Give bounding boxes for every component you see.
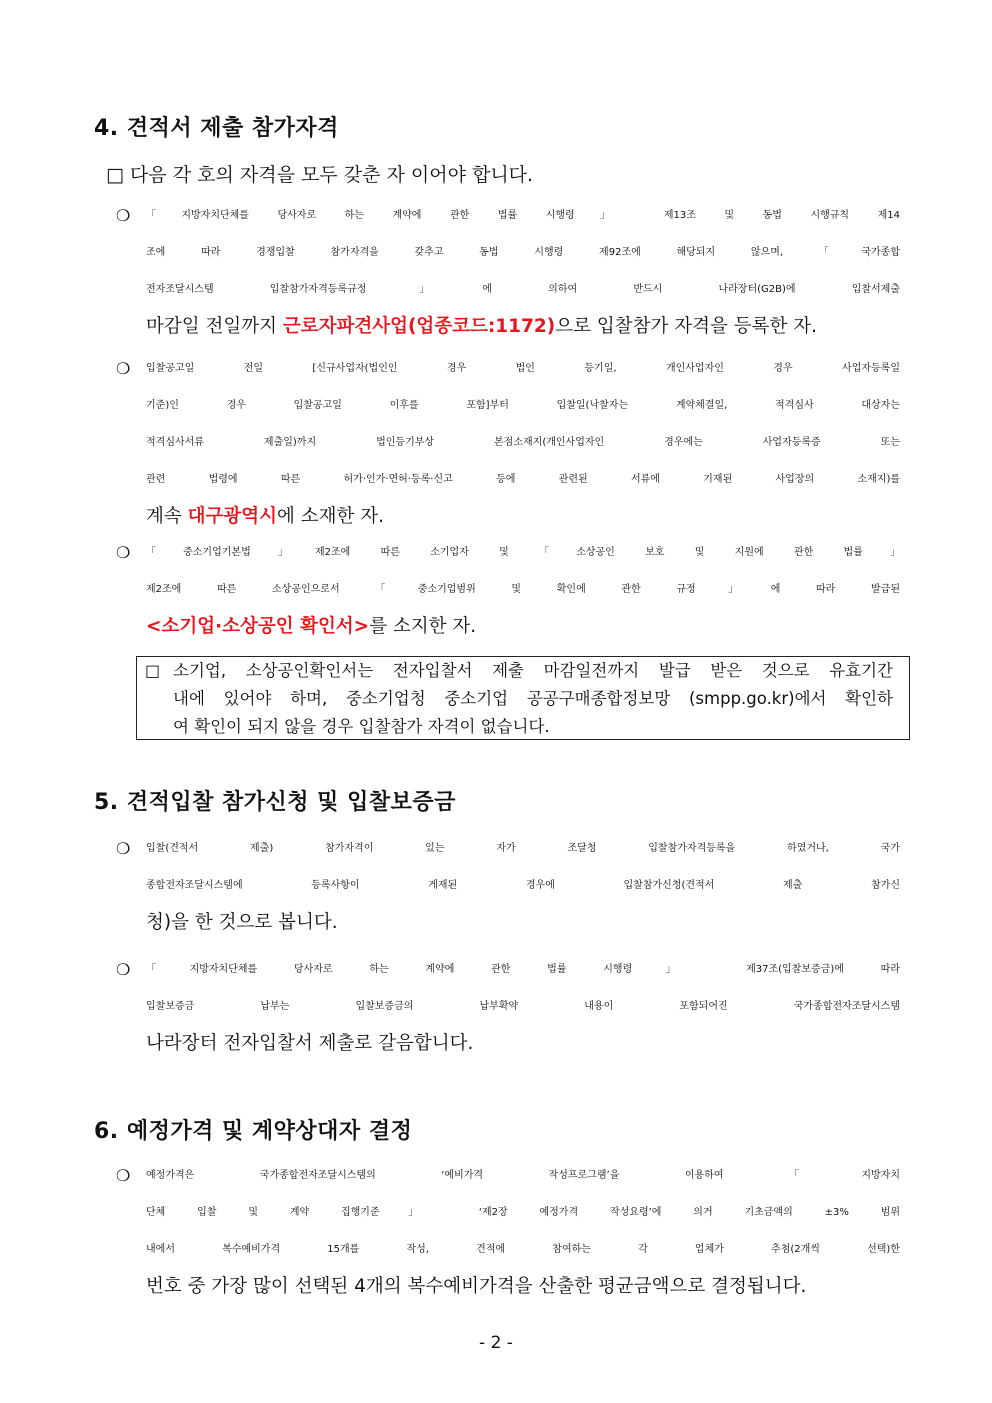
bullet-circle-icon: ❍ [116,206,131,225]
paragraph-line: 종합전자조달시스템에 등록사항이 게재된 경우에 입찰참가신청(견적서 제출 참가신 [146,880,900,891]
bullet-circle-icon: ❍ [116,359,131,378]
bullet-circle-icon: ❍ [116,839,131,858]
paragraph-line: 입찰보증금 납부는 입찰보증금의 납부확약 내용이 포함되어진 국가종합전자조달시스템 [146,1001,900,1012]
paragraph-line: 예정가격은 국가종합전자조달시스템의 ‘예비가격 작성프로그램’을 이용하여 「지방자치 [146,1170,900,1181]
paragraph-line: 제2조에 따른 소상공인으로서 「중소기업범위 및 확인에 관한 규정」에 따라 발급된 [146,584,900,595]
bullet-circle-icon: ❍ [116,543,131,562]
text-span: 계속 [146,506,188,527]
section-6-heading: 6. 예정가격 및 계약상대자 결정 [94,1119,413,1144]
paragraph-line: 기준)인 경우 입찰공고일 이후를 포함]부터 입찰일(낙찰자는 계약체결일, 적격심사 대상자는 [146,400,900,411]
paragraph-line: 조에 따라 경쟁입찰 참가자격을 갖추고 동법 시행령 제92조에 해당되지 않으며, 「국가종합 [146,247,900,258]
bullet-circle-icon: ❍ [116,1166,131,1185]
note-square-icon: □ [145,661,161,680]
highlight-certificate: <소기업·소상공인 확인서> [146,616,370,637]
section-5-heading: 5. 견적입찰 참가신청 및 입찰보증금 [94,790,456,815]
note-line: 내에 있어야 하며, 중소기업청 중소기업 공공구매종합정보망 (smpp.go.kr)에서 확인하 [173,689,893,708]
section-4-intro: □ 다음 각 호의 자격을 모두 갖춘 자 이어야 합니다. [106,164,534,186]
bullet-circle-icon: ❍ [116,960,131,979]
paragraph-line: 단체 입찰 및 계약 집행기준」 ‘제2장 예정가격 작성요령’에 의거 기초금액의 ±3% 범위 [146,1207,900,1218]
text-span: 마감일 전일까지 [146,316,283,337]
paragraph-line: 청)을 한 것으로 봅니다. [146,912,338,933]
highlight-region: 대구광역시 [187,506,277,527]
paragraph-line: 입찰(견적서 제출) 참가자격이 있는 자가 조달청 입찰참가자격등록을 하였거나, 국가 [146,843,900,854]
highlight-industry-code: 근로자파견사업(업종코드:1172) [282,316,556,337]
text-span: 를 소지한 자. [369,616,477,637]
paragraph-line: 관련 법령에 따른 허가·인가·면허·등록·신고 등에 관련된 서류에 기재된 사업장의 소재지)를 [146,474,900,485]
paragraph-line [146,498,384,535]
note-box [136,656,910,740]
paragraph-line: 적격심사서류 제출일)까지 법인등기부상 본점소재지(개인사업자인 경우에는 사업자등록증 또는 [146,437,900,448]
paragraph-line: 내에서 복수예비가격 15개를 작성, 견적에 참여하는 각 업체가 추첨(2개씩 선택)한 [146,1244,900,1255]
paragraph-line: 「지방자치단체를 당사자로 하는 계약에 관한 법률 시행령」 제37조(입찰보증금)에 따라 [146,964,900,975]
note-line: 여 확인이 되지 않을 경우 입찰참가 자격이 없습니다. [173,717,550,736]
paragraph-line: 전자조달시스템 입찰참가자격등록규정」에 의하여 반드시 나라장터(G2B)에 입찰서제출 [146,284,900,295]
paragraph-line [146,308,817,345]
note-line: 소기업, 소상공인확인서는 전자입찰서 제출 마감일전까지 발급 받은 것으로 유효기간 [173,661,893,680]
page-number: - 2 - [479,1333,513,1353]
paragraph-line: 입찰공고일 전일 [신규사업자(법인인 경우 법인 등기일, 개인사업자인 경우 사업자등록일 [146,363,900,374]
section-4-heading: 4. 견적서 제출 참가자격 [94,116,339,141]
paragraph-line: 번호 중 가장 많이 선택된 4개의 복수예비가격을 산출한 평균금액으로 결정됩니다. [146,1276,807,1297]
paragraph-line: 「중소기업기본법」제2조에 따른 소기업자 및 「소상공인 보호 및 지원에 관한 법률」 [146,547,900,558]
text-span: 으로 입찰참가 자격을 등록한 자. [555,316,817,337]
paragraph-line [146,608,476,645]
paragraph-line: 「지방자치단체를 당사자로 하는 계약에 관한 법률 시행령」 제13조 및 동법 시행규칙 제14 [146,210,900,221]
text-span: 에 소재한 자. [276,506,384,527]
paragraph-line: 나라장터 전자입찰서 제출로 갈음합니다. [146,1033,474,1054]
